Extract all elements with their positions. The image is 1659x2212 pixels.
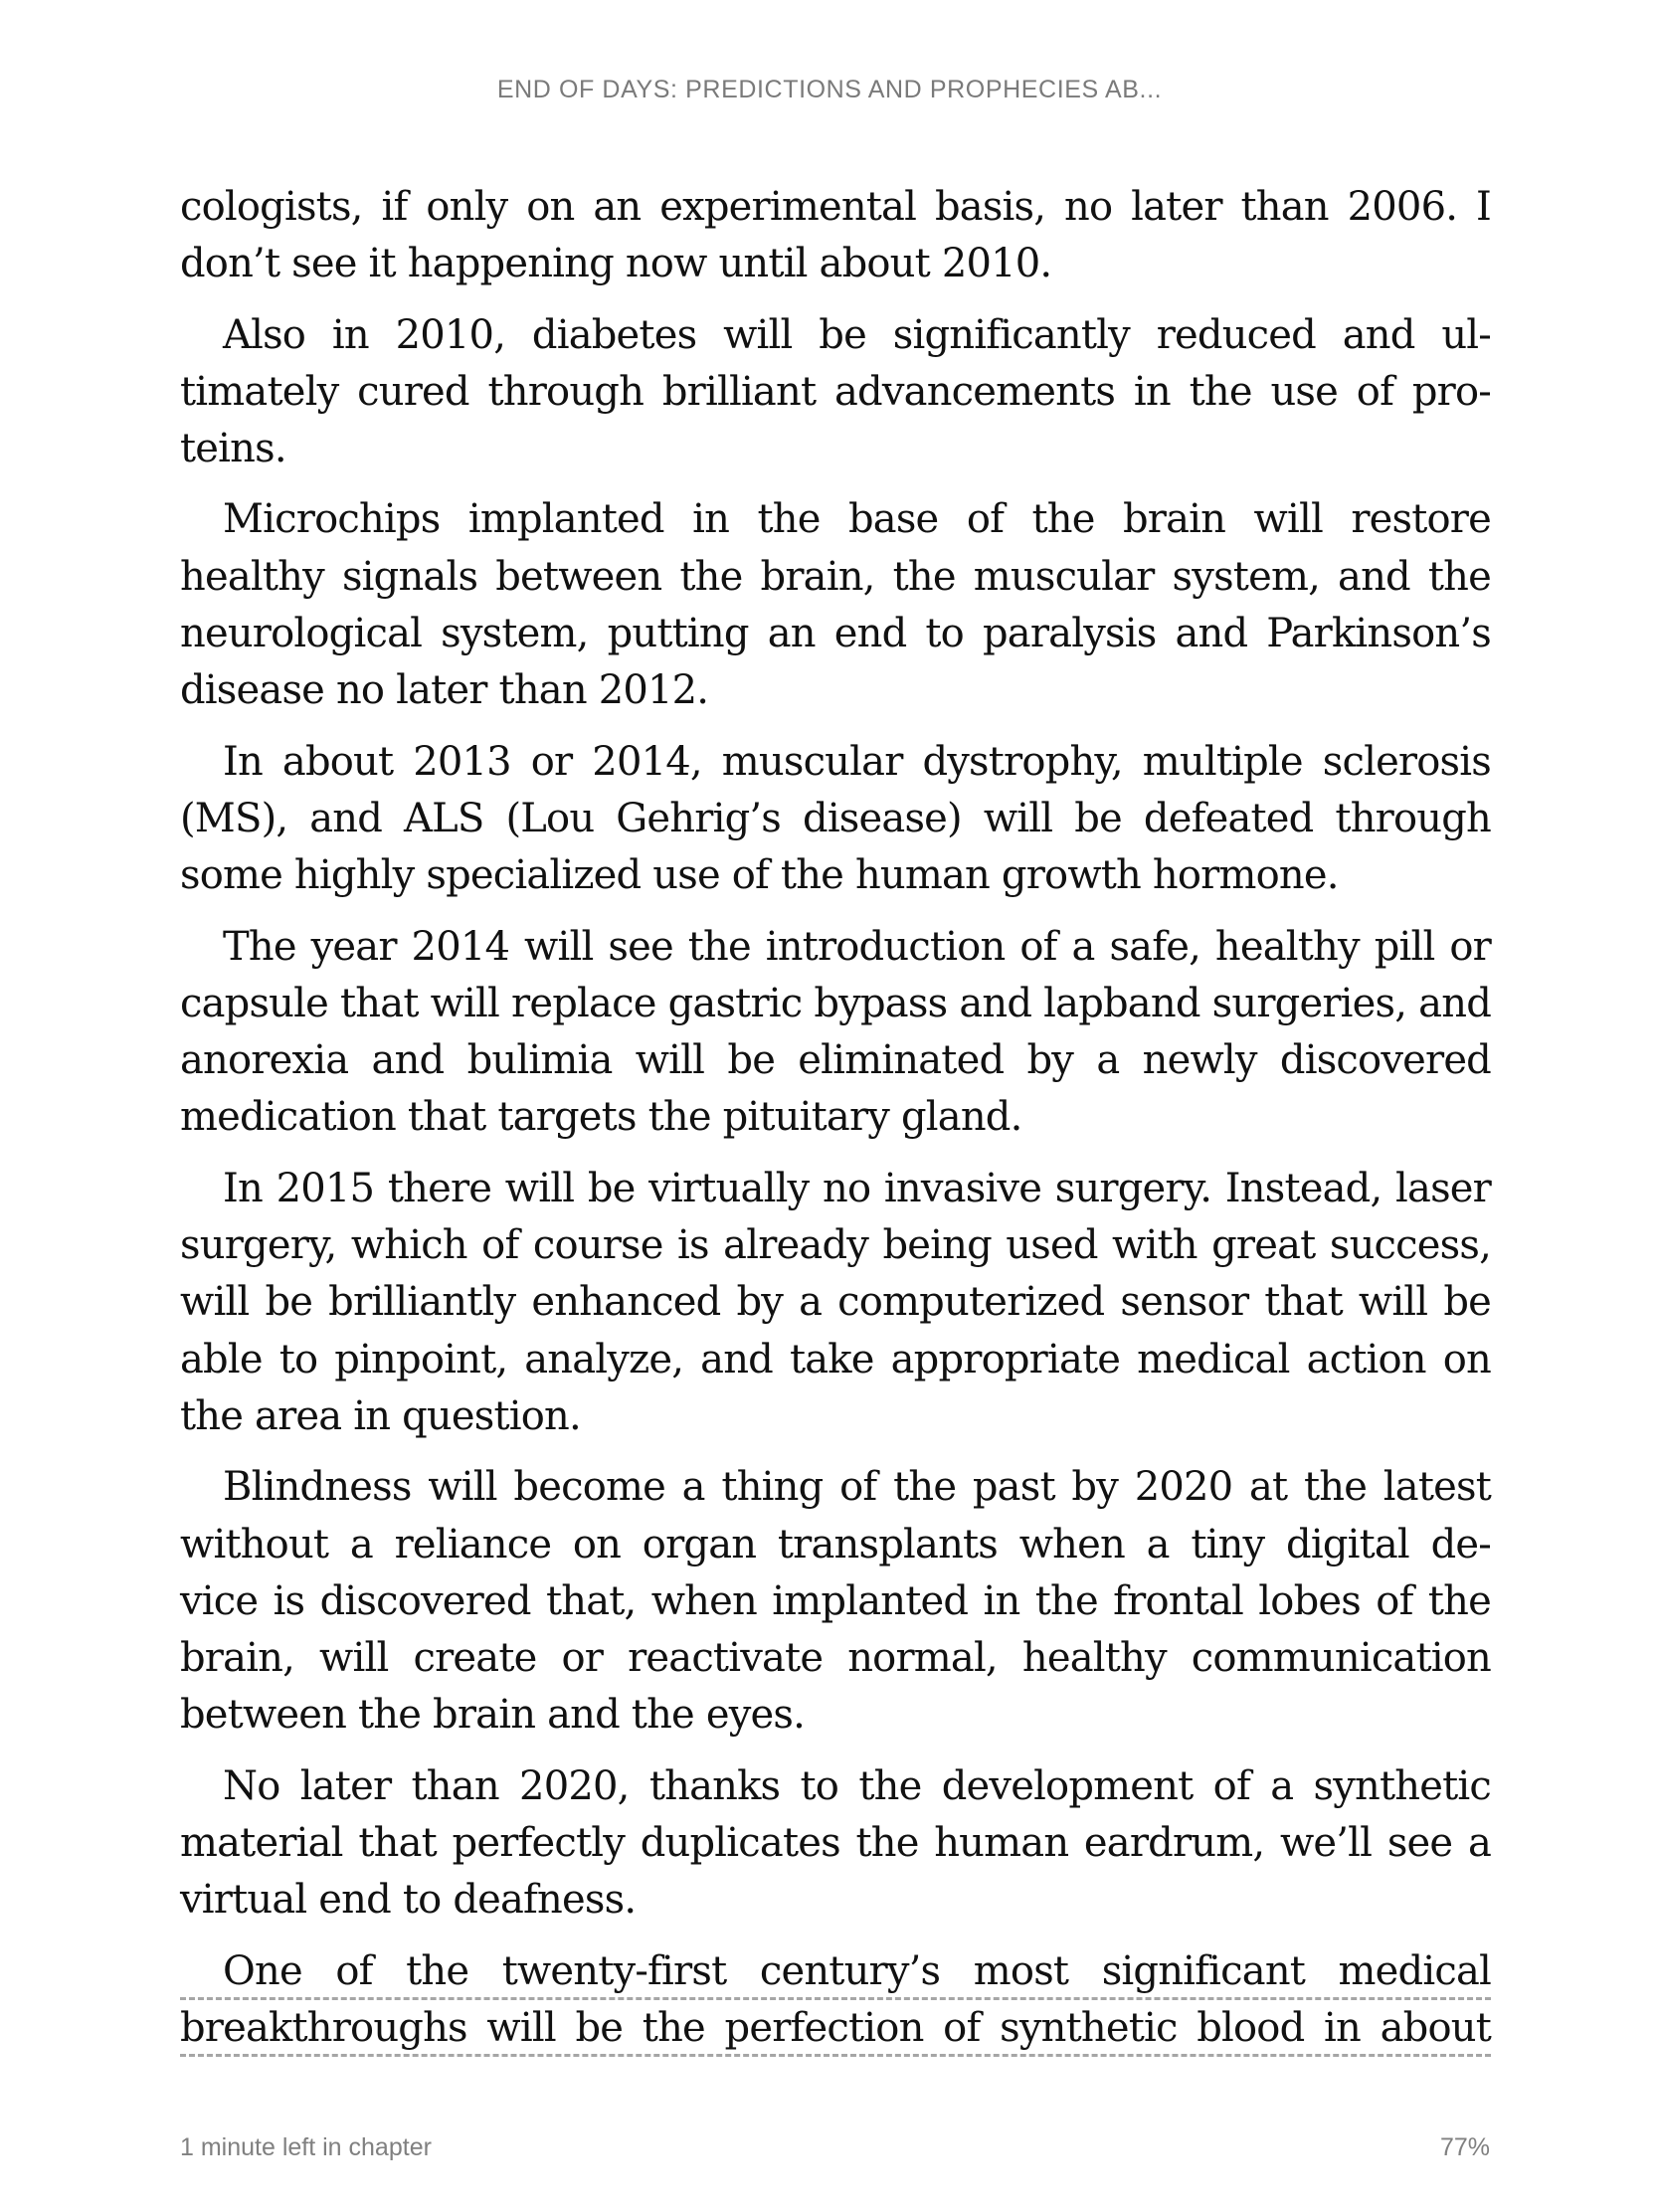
text-line: surgery, which of course is already being used with great success, (180, 1222, 1491, 1269)
text-line: anorexia and bulimia will be eliminated by a newly discovered (180, 1037, 1491, 1084)
paragraph (180, 307, 1491, 478)
text-line: Microchips implanted in the base of the brain will restore (223, 496, 1491, 543)
text-line: (MS), and ALS (Lou Gehrig’s disease) will be defeated through (180, 795, 1491, 841)
chapter-time-remaining: 1 minute left in chapter (180, 2133, 432, 2161)
text-line: without a reliance on organ transplants when a tiny digital de- (180, 1521, 1491, 1567)
highlighted-paragraph[interactable] (180, 1943, 1491, 2058)
text-line: able to pinpoint, analyze, and take appropriate medical action on (180, 1336, 1491, 1382)
paragraph (180, 179, 1491, 293)
page-content (180, 179, 1491, 2071)
text-line: virtual end to deafness. (180, 1877, 637, 1924)
text-line: teins. (180, 426, 286, 472)
text-line: breakthroughs will be the perfection of synthetic blood in about (180, 2000, 1491, 2057)
text-line: neurological system, putting an end to paralysis and Parkinson’s (180, 611, 1491, 657)
reading-progress: 77% (1439, 2133, 1490, 2161)
text-line: don’t see it happening now until about 2010. (180, 241, 1052, 287)
text-line: vice is discovered that, when implanted in the frontal lobes of the (180, 1577, 1491, 1624)
text-line: between the brain and the eyes. (180, 1692, 806, 1739)
paragraph (180, 1758, 1491, 1930)
paragraph (180, 491, 1491, 719)
paragraph (180, 1161, 1491, 1445)
text-line: Blindness will become a thing of the past by 2020 at the latest (223, 1464, 1491, 1511)
text-line: medication that targets the pituitary gland. (180, 1094, 1022, 1141)
paragraph (180, 734, 1491, 905)
text-line: healthy signals between the brain, the muscular system, and the (180, 553, 1491, 600)
text-line: One of the twenty-first century’s most significant medical (180, 1943, 1491, 2000)
text-line: brain, will create or reactivate normal, healthy communication (180, 1635, 1491, 1682)
text-line: disease no later than 2012. (180, 667, 709, 714)
text-line: In 2015 there will be virtually no invasive surgery. Instead, laser (223, 1165, 1491, 1211)
text-line: capsule that will replace gastric bypass and lapband surgeries, and (180, 980, 1491, 1026)
text-line: In about 2013 or 2014, muscular dystrophy, multiple sclerosis (223, 738, 1491, 785)
text-line: cologists, if only on an experimental basis, no later than 2006. I (180, 184, 1491, 230)
text-line: No later than 2020, thanks to the development of a synthetic (223, 1762, 1491, 1809)
text-line: Also in 2010, diabetes will be significantly reduced and ul- (223, 311, 1491, 358)
text-line: The year 2014 will see the introduction of a safe, healthy pill or (223, 923, 1491, 970)
text-line: timately cured through brilliant advancements in the use of pro- (180, 368, 1491, 415)
text-line: will be brilliantly enhanced by a computerized sensor that will be (180, 1279, 1491, 1326)
text-line: some highly specialized use of the human growth hormone. (180, 852, 1339, 899)
paragraph (180, 919, 1491, 1147)
text-line: material that perfectly duplicates the human eardrum, we’ll see a (180, 1820, 1491, 1867)
paragraph (180, 1459, 1491, 1744)
book-title-header: END OF DAYS: PREDICTIONS AND PROPHECIES AB... (496, 76, 1163, 103)
text-line: the area in question. (180, 1392, 581, 1439)
